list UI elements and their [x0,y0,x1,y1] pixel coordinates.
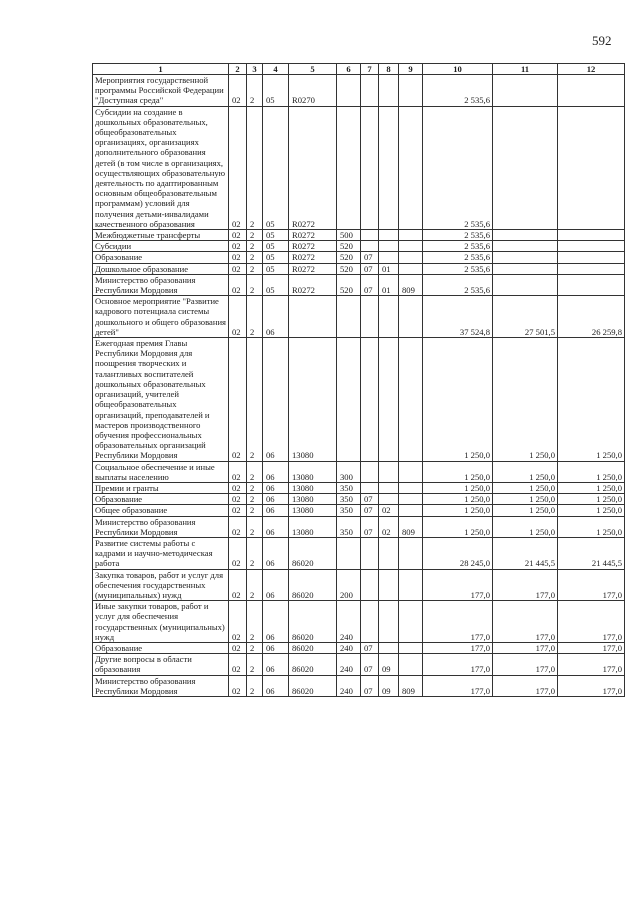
amount-col-12: 177,0 [558,675,625,696]
subsection-code [379,537,399,569]
row-title: Основное мероприятие "Развитие кадрового потенциала системы дошкольного и общего образования детей" [93,296,229,338]
expense-type-code: 520 [337,241,361,252]
program-code: 02 [229,338,247,461]
subsection-code [379,296,399,338]
subsection-code [379,338,399,461]
column-header: 3 [247,64,263,75]
subprogram-code: 2 [247,654,263,675]
event-code: 05 [263,230,289,241]
subsection-code [379,252,399,263]
section-code [361,569,379,601]
section-code: 07 [361,642,379,653]
event-code: 06 [263,494,289,505]
amount-col-10: 1 250,0 [423,461,493,482]
amount-col-11: 1 250,0 [493,516,558,537]
event-code: 06 [263,654,289,675]
row-title: Образование [93,494,229,505]
subsection-code [379,482,399,493]
section-code [361,106,379,229]
program-code: 02 [229,241,247,252]
expense-type-code: 520 [337,252,361,263]
expense-type-code: 240 [337,642,361,653]
direction-code: 13080 [289,461,337,482]
amount-col-12: 177,0 [558,642,625,653]
amount-col-12 [558,106,625,229]
amount-col-10: 37 524,8 [423,296,493,338]
page-number: 592 [592,33,612,48]
amount-col-10: 177,0 [423,675,493,696]
table-row [93,494,625,505]
amount-col-12: 1 250,0 [558,505,625,516]
direction-code: 86020 [289,654,337,675]
table-row [93,75,625,107]
expense-type-code: 240 [337,654,361,675]
direction-code: 86020 [289,537,337,569]
section-code: 07 [361,263,379,274]
amount-col-10: 1 250,0 [423,338,493,461]
direction-code: R0272 [289,106,337,229]
section-code: 07 [361,252,379,263]
section-code: 07 [361,505,379,516]
row-title: Другие вопросы в области образования [93,654,229,675]
amount-col-12 [558,252,625,263]
row-title: Премии и гранты [93,482,229,493]
expense-type-code: 240 [337,675,361,696]
subprogram-code: 2 [247,296,263,338]
budget-table [92,63,625,697]
ministry-code [399,75,423,107]
amount-col-11: 1 250,0 [493,461,558,482]
amount-col-10: 2 535,6 [423,75,493,107]
subsection-code: 02 [379,516,399,537]
amount-col-11: 21 445,5 [493,537,558,569]
ministry-code: 809 [399,675,423,696]
amount-col-11 [493,274,558,295]
subprogram-code: 2 [247,537,263,569]
amount-col-10: 177,0 [423,654,493,675]
event-code: 06 [263,482,289,493]
program-code: 02 [229,75,247,107]
row-title: Министерство образования Республики Мордовия [93,675,229,696]
program-code: 02 [229,569,247,601]
subprogram-code: 2 [247,252,263,263]
amount-col-12: 177,0 [558,601,625,643]
amount-col-10: 2 535,6 [423,230,493,241]
table-row [93,296,625,338]
direction-code: R0272 [289,263,337,274]
table-header-row [93,64,625,75]
subprogram-code: 2 [247,461,263,482]
amount-col-11: 1 250,0 [493,482,558,493]
amount-col-10: 1 250,0 [423,494,493,505]
amount-col-12 [558,274,625,295]
program-code: 02 [229,654,247,675]
ministry-code [399,569,423,601]
row-title: Субсидии на создание в дошкольных образовательных, общеобразовательных организациях, организациях дополнительного образования детей (в том числе в организациях, осуществляющих образовательную деятельность по адаптированным основным общеобразовательным программам) условий для получения детьми-инвалидами качественного образования [93,106,229,229]
direction-code: 13080 [289,505,337,516]
amount-col-11 [493,75,558,107]
ministry-code [399,263,423,274]
column-header: 9 [399,64,423,75]
event-code: 06 [263,338,289,461]
expense-type-code: 520 [337,263,361,274]
amount-col-11: 1 250,0 [493,338,558,461]
subprogram-code: 2 [247,106,263,229]
amount-col-11: 177,0 [493,642,558,653]
amount-col-10: 177,0 [423,569,493,601]
direction-code: 86020 [289,569,337,601]
amount-col-12: 1 250,0 [558,494,625,505]
amount-col-10: 2 535,6 [423,263,493,274]
program-code: 02 [229,263,247,274]
amount-col-11: 177,0 [493,569,558,601]
row-title: Министерство образования Республики Мордовия [93,516,229,537]
amount-col-12 [558,263,625,274]
subsection-code [379,106,399,229]
amount-col-12: 1 250,0 [558,461,625,482]
program-code: 02 [229,675,247,696]
column-header: 7 [361,64,379,75]
expense-type-code: 200 [337,569,361,601]
program-code: 02 [229,252,247,263]
subsection-code [379,642,399,653]
section-code [361,296,379,338]
row-title: Иные закупки товаров, работ и услуг для обеспечения государственных (муниципальных) нужд [93,601,229,643]
section-code [361,461,379,482]
ministry-code [399,482,423,493]
ministry-code: 809 [399,274,423,295]
amount-col-12: 1 250,0 [558,482,625,493]
row-title: Социальное обеспечение и иные выплаты населению [93,461,229,482]
column-header: 11 [493,64,558,75]
amount-col-12: 177,0 [558,569,625,601]
amount-col-10: 1 250,0 [423,516,493,537]
amount-col-10: 2 535,6 [423,274,493,295]
column-header: 1 [93,64,229,75]
section-code: 07 [361,675,379,696]
table-row [93,461,625,482]
ministry-code [399,494,423,505]
row-title: Дошкольное образование [93,263,229,274]
table-row [93,241,625,252]
direction-code [289,296,337,338]
table-row [93,505,625,516]
program-code: 02 [229,106,247,229]
table-row [93,274,625,295]
subprogram-code: 2 [247,569,263,601]
subprogram-code: 2 [247,263,263,274]
column-header: 2 [229,64,247,75]
subprogram-code: 2 [247,494,263,505]
program-code: 02 [229,537,247,569]
table-row [93,537,625,569]
amount-col-12 [558,230,625,241]
expense-type-code: 240 [337,601,361,643]
program-code: 02 [229,296,247,338]
event-code: 05 [263,75,289,107]
event-code: 05 [263,252,289,263]
ministry-code [399,505,423,516]
table-row [93,482,625,493]
subsection-code [379,241,399,252]
section-code [361,338,379,461]
event-code: 05 [263,263,289,274]
amount-col-11: 1 250,0 [493,494,558,505]
expense-type-code [337,75,361,107]
row-title: Закупка товаров, работ и услуг для обеспечения государственных (муниципальных) нужд [93,569,229,601]
subsection-code [379,230,399,241]
row-title: Министерство образования Республики Мордовия [93,274,229,295]
section-code [361,75,379,107]
column-header: 6 [337,64,361,75]
amount-col-11 [493,252,558,263]
amount-col-11 [493,263,558,274]
amount-col-10: 2 535,6 [423,106,493,229]
section-code [361,482,379,493]
expense-type-code [337,296,361,338]
event-code: 06 [263,516,289,537]
subprogram-code: 2 [247,274,263,295]
direction-code: 86020 [289,601,337,643]
event-code: 06 [263,461,289,482]
amount-col-11: 177,0 [493,601,558,643]
amount-col-10: 28 245,0 [423,537,493,569]
amount-col-10: 2 535,6 [423,252,493,263]
amount-col-10: 177,0 [423,601,493,643]
subprogram-code: 2 [247,505,263,516]
direction-code: 86020 [289,642,337,653]
column-header: 4 [263,64,289,75]
table-row [93,106,625,229]
amount-col-12: 26 259,8 [558,296,625,338]
table-row [93,642,625,653]
amount-col-10: 2 535,6 [423,241,493,252]
section-code [361,601,379,643]
table-row [93,338,625,461]
section-code [361,241,379,252]
column-header: 10 [423,64,493,75]
amount-col-12: 177,0 [558,654,625,675]
amount-col-10: 1 250,0 [423,505,493,516]
amount-col-10: 177,0 [423,642,493,653]
direction-code: 13080 [289,516,337,537]
direction-code: 86020 [289,675,337,696]
direction-code: 13080 [289,338,337,461]
amount-col-11 [493,241,558,252]
row-title: Образование [93,642,229,653]
section-code [361,230,379,241]
subprogram-code: 2 [247,482,263,493]
table-row [93,569,625,601]
ministry-code [399,601,423,643]
subsection-code [379,569,399,601]
subprogram-code: 2 [247,241,263,252]
amount-col-12: 1 250,0 [558,516,625,537]
program-code: 02 [229,505,247,516]
subsection-code: 01 [379,263,399,274]
event-code: 05 [263,274,289,295]
event-code: 06 [263,642,289,653]
table-row [93,516,625,537]
expense-type-code: 350 [337,505,361,516]
event-code: 06 [263,505,289,516]
subsection-code: 01 [379,274,399,295]
expense-type-code [337,338,361,461]
direction-code: R0272 [289,241,337,252]
ministry-code [399,654,423,675]
amount-col-11: 177,0 [493,654,558,675]
expense-type-code: 500 [337,230,361,241]
subsection-code [379,75,399,107]
direction-code: 13080 [289,482,337,493]
amount-col-11 [493,230,558,241]
program-code: 02 [229,516,247,537]
subsection-code [379,601,399,643]
section-code [361,537,379,569]
ministry-code [399,241,423,252]
section-code: 07 [361,274,379,295]
column-header: 12 [558,64,625,75]
ministry-code [399,537,423,569]
event-code: 06 [263,296,289,338]
row-title: Образование [93,252,229,263]
subprogram-code: 2 [247,642,263,653]
subprogram-code: 2 [247,516,263,537]
event-code: 06 [263,601,289,643]
subsection-code: 09 [379,654,399,675]
subsection-code: 09 [379,675,399,696]
program-code: 02 [229,274,247,295]
expense-type-code: 350 [337,482,361,493]
ministry-code [399,338,423,461]
program-code: 02 [229,494,247,505]
subprogram-code: 2 [247,338,263,461]
program-code: 02 [229,642,247,653]
row-title: Мероприятия государственной программы Российской Федерации "Доступная среда" [93,75,229,107]
section-code: 07 [361,516,379,537]
amount-col-10: 1 250,0 [423,482,493,493]
amount-col-12: 1 250,0 [558,338,625,461]
expense-type-code: 350 [337,494,361,505]
ministry-code [399,461,423,482]
expense-type-code [337,537,361,569]
section-code: 07 [361,654,379,675]
event-code: 06 [263,675,289,696]
expense-type-code: 350 [337,516,361,537]
event-code: 05 [263,241,289,252]
ministry-code [399,230,423,241]
row-title: Развитие системы работы с кадрами и научно-методическая работа [93,537,229,569]
section-code: 07 [361,494,379,505]
expense-type-code: 520 [337,274,361,295]
row-title: Межбюджетные трансферты [93,230,229,241]
amount-col-11: 177,0 [493,675,558,696]
subprogram-code: 2 [247,601,263,643]
program-code: 02 [229,230,247,241]
ministry-code [399,252,423,263]
program-code: 02 [229,601,247,643]
table-row [93,252,625,263]
event-code: 05 [263,106,289,229]
event-code: 06 [263,569,289,601]
program-code: 02 [229,482,247,493]
subsection-code [379,461,399,482]
subprogram-code: 2 [247,75,263,107]
amount-col-11: 27 501,5 [493,296,558,338]
event-code: 06 [263,537,289,569]
subsection-code [379,494,399,505]
direction-code: 13080 [289,494,337,505]
ministry-code [399,296,423,338]
expense-type-code: 300 [337,461,361,482]
expense-type-code [337,106,361,229]
subsection-code: 02 [379,505,399,516]
direction-code: R0270 [289,75,337,107]
direction-code: R0272 [289,274,337,295]
amount-col-12 [558,241,625,252]
ministry-code [399,106,423,229]
table-row [93,263,625,274]
table-body [93,75,625,697]
table-row [93,230,625,241]
column-header: 8 [379,64,399,75]
amount-col-11 [493,106,558,229]
table-row [93,654,625,675]
row-title: Общее образование [93,505,229,516]
ministry-code: 809 [399,516,423,537]
column-header: 5 [289,64,337,75]
program-code: 02 [229,461,247,482]
row-title: Ежегодная премия Главы Республики Мордовия для поощрения творческих и талантливых воспитателей дошкольных образовательных организаций, учителей общеобразовательных организаций, преподавателей и мастеров производственного обучения профессиональных образовательных организаций Республики Мордовия [93,338,229,461]
row-title: Субсидии [93,241,229,252]
table-row [93,601,625,643]
amount-col-12 [558,75,625,107]
amount-col-12: 21 445,5 [558,537,625,569]
subprogram-code: 2 [247,675,263,696]
amount-col-11: 1 250,0 [493,505,558,516]
subprogram-code: 2 [247,230,263,241]
ministry-code [399,642,423,653]
direction-code: R0272 [289,252,337,263]
direction-code: R0272 [289,230,337,241]
table-row [93,675,625,696]
